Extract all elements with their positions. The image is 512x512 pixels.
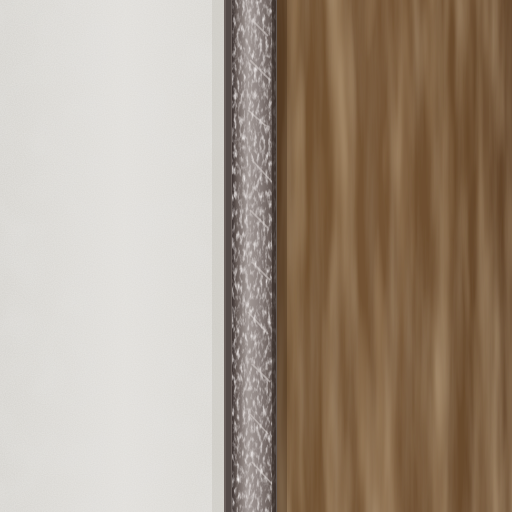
plaster-wall	[0, 0, 226, 512]
wood-panel	[277, 0, 512, 512]
trim-strip	[232, 0, 278, 512]
